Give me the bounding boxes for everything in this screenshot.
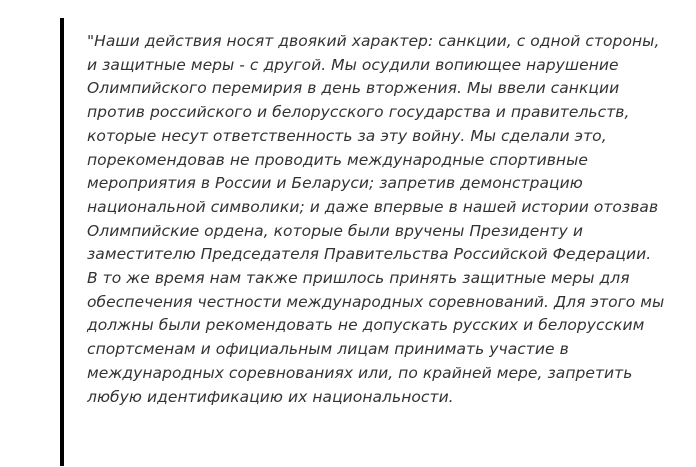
quote-line: против российского и белорусского государства и правительств, [87, 103, 630, 122]
quote-line: "Наши действия носят двоякий характер: санкции, с одной стороны, [87, 32, 660, 50]
quote-line: обеспечения честности международных соревнований. Для этого мы [87, 292, 665, 311]
quote-line: национальной символики; и даже впервые в нашей истории отозвав [87, 197, 659, 216]
quote-line: должны были рекомендовать не допускать русских и белорусским [87, 316, 645, 335]
quote-line: спортсменам и официальным лицам принимать участие в [87, 340, 569, 359]
quote-line: мероприятия в России и Беларуси; запретив демонстрацию [87, 174, 583, 193]
quote-line: которые несут ответственность за эту войну. Мы сделали это, [87, 126, 607, 145]
quote-line: Олимпийские ордена, которые были вручены Президенту и [87, 221, 583, 240]
quote-line: порекомендовав не проводить международные спортивные [87, 150, 588, 169]
quote-line: Олимпийского перемирия в день вторжения. Мы ввели санкции [87, 79, 620, 98]
blockquote-bar [60, 18, 64, 466]
quote-line: заместителю Председателя Правительства Российской Федерации. [87, 245, 652, 264]
blockquote-text [87, 30, 667, 409]
quote-line: любую идентификацию их национальности. [87, 387, 454, 406]
quote-line: и защитные меры - с другой. Мы осудили вопиющее нарушение [87, 55, 619, 74]
quote-line: В то же время нам также пришлось принять защитные меры для [87, 269, 630, 288]
quote-line: международных соревнованиях или, по крайней мере, запретить [87, 363, 633, 382]
